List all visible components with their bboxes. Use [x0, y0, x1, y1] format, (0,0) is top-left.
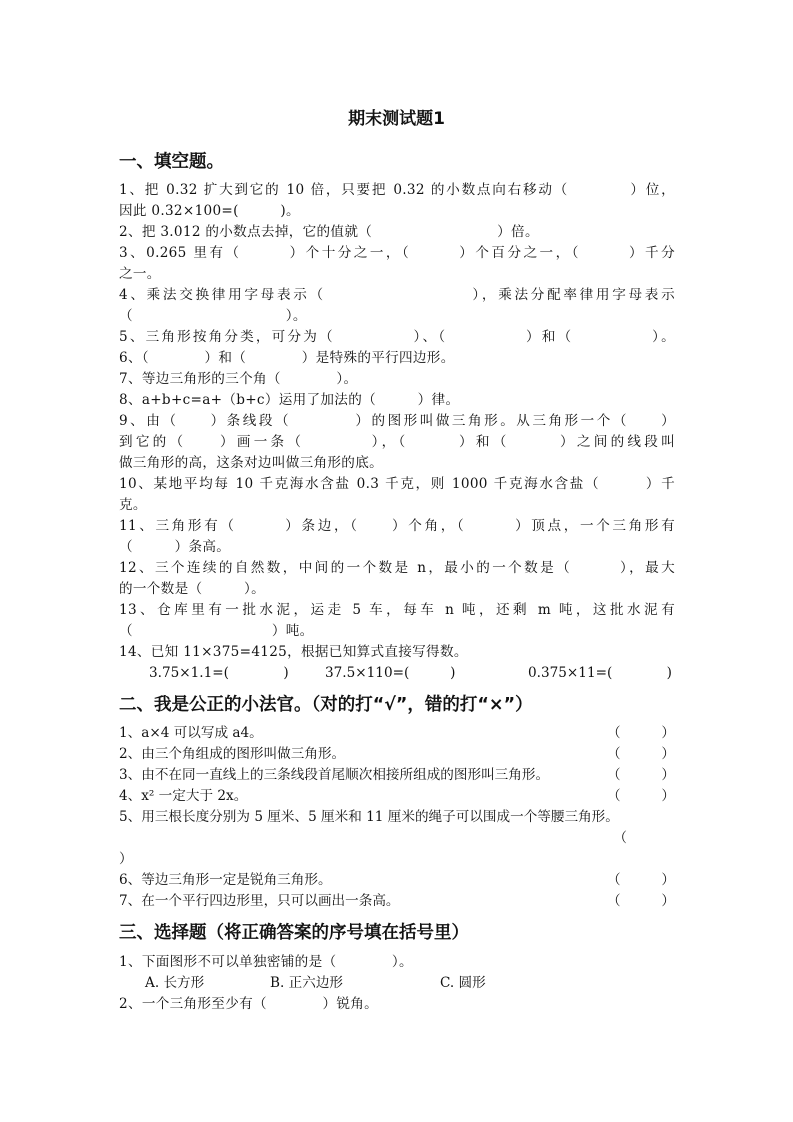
- tf-row: [119, 766, 675, 784]
- fill-line: 4、乘法交换律用字母表示（ ），乘法分配率律用字母表示: [119, 287, 675, 303]
- answer-blank[interactable]: （ ）: [607, 872, 675, 888]
- fill-line: 做三角形的高，这条对边叫做三角形的底。: [119, 455, 383, 471]
- fill-line: 11、三角形有（ ）条边，（ ）个角，（ ）顶点，一个三角形有: [119, 518, 675, 534]
- tf-question: 7、在一个平行四边形里，只可以画出一条高。: [119, 893, 400, 909]
- answer-blank-close[interactable]: ）: [119, 851, 133, 867]
- fill-line: 5、三角形按角分类，可分为（ ）、（ ）和（ ）。: [119, 329, 675, 345]
- fill-line: 14、已知 11×375=4125，根据已知算式直接写得数。: [119, 644, 468, 660]
- answer-blank[interactable]: （ ）: [607, 746, 675, 762]
- tf-row: [119, 829, 675, 847]
- fill-line: 3、0.265 里有（ ）个十分之一，（ ）个百分之一，（ ）千分: [119, 245, 675, 261]
- tf-row: [119, 871, 675, 889]
- option-a[interactable]: A. 长方形: [145, 975, 205, 991]
- answer-blank[interactable]: （ ）: [607, 767, 675, 783]
- tf-question: 3、由不在同一直线上的三条线段首尾顺次相接所组成的图形叫三角形。: [119, 767, 550, 783]
- fill-line: （ ）条高。: [119, 539, 231, 555]
- section-heading-choice: 三、选择题（将正确答案的序号填在括号里）: [119, 923, 469, 943]
- tf-question: 2、由三个角组成的图形叫做三角形。: [119, 746, 346, 762]
- calc-item-3: 0.375×11=( ): [528, 665, 672, 681]
- tf-row: [119, 745, 675, 763]
- fill-line: 1、把 0.32 扩大到它的 10 倍，只要把 0.32 的小数点向右移动（ ）位，: [119, 182, 675, 198]
- fill-line: （ ）吨。: [119, 623, 314, 639]
- fill-line: 10、某地平均每 10 千克海水含盐 0.3 千克，则 1000 千克海水含盐（ ）千: [119, 476, 675, 492]
- tf-question: 1、a×4 可以写成 a4。: [119, 725, 263, 741]
- fill-line: 9、由（ ）条线段（ ）的图形叫做三角形。从三角形一个（ ）: [119, 413, 675, 429]
- fill-line: 因此 0.32×100=( )。: [119, 203, 300, 219]
- calc-item-1: 3.75×1.1=( ): [149, 665, 289, 681]
- answer-blank[interactable]: （ ）: [607, 893, 675, 909]
- fill-line: 13、仓库里有一批水泥，运走 5 车，每车 n 吨，还剩 m 吨，这批水泥有: [119, 602, 675, 618]
- tf-row: [119, 724, 675, 742]
- fill-line: 之一。: [119, 266, 161, 282]
- answer-blank-open[interactable]: （: [613, 830, 627, 846]
- fill-line: 到它的（ ）画一条（ ），（ ）和（ ）之间的线段叫: [119, 434, 675, 450]
- tf-row: [119, 850, 675, 868]
- calc-item-2: 37.5×110=( ): [325, 665, 456, 681]
- tf-question: 6、等边三角形一定是锐角三角形。: [119, 872, 332, 888]
- option-b[interactable]: B. 正六边形: [270, 975, 344, 991]
- tf-question: 5、用三根长度分别为 5 厘米、5 厘米和 11 厘米的绳子可以围成一个等腰三角形。: [119, 809, 619, 825]
- choice-question-1: 1、下面图形不可以单独密铺的是（ ）。: [119, 954, 413, 970]
- tf-row: [119, 892, 675, 910]
- fill-line: 2、把 3.012 的小数点去掉，它的值就（ ）倍。: [119, 224, 539, 240]
- tf-row: [119, 787, 675, 805]
- tf-question: 4、x² 一定大于 2x。: [119, 788, 248, 804]
- answer-blank[interactable]: （ ）: [607, 788, 675, 804]
- answer-blank[interactable]: （ ）: [607, 725, 675, 741]
- fill-line: 克。: [119, 497, 147, 513]
- tf-row: [119, 808, 675, 826]
- fill-line: 的一个数是（ ）。: [119, 581, 266, 597]
- fill-line: 8、a+b+c=a+（b+c）运用了加法的（ ）律。: [119, 392, 460, 408]
- fill-line: 7、等边三角形的三个角（ ）。: [119, 371, 358, 387]
- section-heading-true-false: 二、我是公正的小法官。（对的打“√”，错的打“×”）: [119, 695, 533, 715]
- choice-question-2: 2、一个三角形至少有（ ）锐角。: [119, 996, 379, 1012]
- section-heading-fill: 一、填空题。: [119, 152, 224, 172]
- page-title: 期末测试题1: [348, 109, 445, 129]
- fill-line: （ ）。: [119, 308, 307, 324]
- fill-line: 12、三个连续的自然数，中间的一个数是 n，最小的一个数是（ ），最大: [119, 560, 675, 576]
- fill-line: 6、（ ）和（ ）是特殊的平行四边形。: [119, 350, 455, 366]
- option-c[interactable]: C. 圆形: [440, 975, 486, 991]
